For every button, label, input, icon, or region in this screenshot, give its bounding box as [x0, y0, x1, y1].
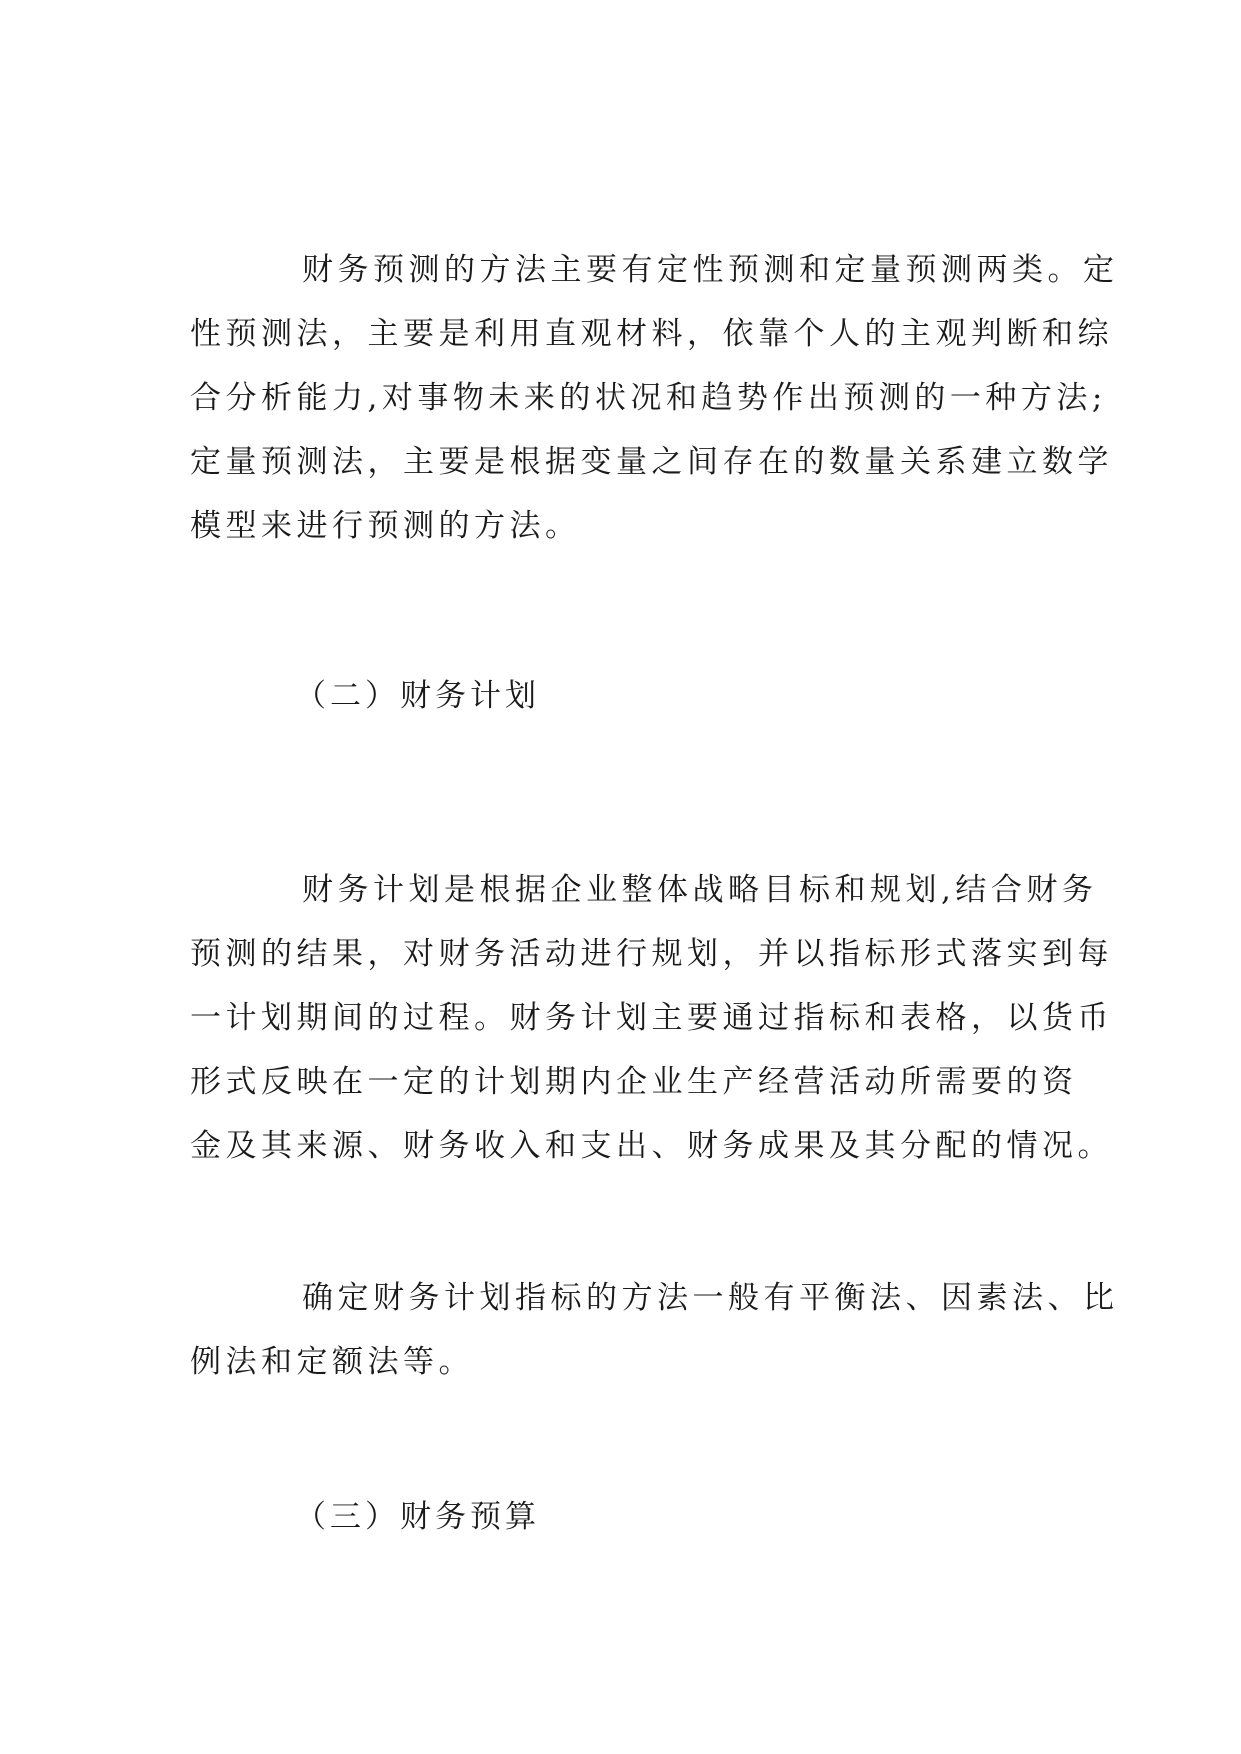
paragraph-line: 例法和定额法等。 — [190, 1344, 474, 1380]
paragraph-line: 确定财务计划指标的方法一般有平衡法、因素法、比 — [302, 1280, 1119, 1316]
paragraph-financial-plan — [190, 858, 1113, 1178]
paragraph-line: 模型来进行预测的方法。 — [190, 508, 581, 544]
paragraph-line: 财务计划是根据企业整体战略目标和规划,结合财务 — [302, 872, 1098, 908]
paragraph-forecast-methods — [190, 238, 1119, 558]
section-heading-financial-budget: （三）财务预算 — [295, 1499, 540, 1535]
paragraph-line: 定量预测法，主要是根据变量之间存在的数量关系建立数学 — [190, 444, 1113, 480]
paragraph-line: 财务预测的方法主要有定性预测和定量预测两类。定 — [302, 252, 1119, 288]
paragraph-line: 预测的结果，对财务活动进行规划，并以指标形式落实到每 — [190, 936, 1113, 972]
paragraph-line: 一计划期间的过程。财务计划主要通过指标和表格，以货币 — [190, 1000, 1113, 1036]
paragraph-line: 形式反映在一定的计划期内企业生产经营活动所需要的资 — [190, 1064, 1078, 1100]
paragraph-line: 金及其来源、财务收入和支出、财务成果及其分配的情况。 — [190, 1128, 1113, 1164]
paragraph-line: 合分析能力,对事物未来的状况和趋势作出预测的一种方法; — [190, 380, 1107, 416]
section-heading-financial-plan: （二）财务计划 — [295, 678, 540, 714]
paragraph-line: 性预测法，主要是利用直观材料，依靠个人的主观判断和综 — [190, 316, 1113, 352]
paragraph-plan-indicator-methods — [190, 1266, 1119, 1394]
